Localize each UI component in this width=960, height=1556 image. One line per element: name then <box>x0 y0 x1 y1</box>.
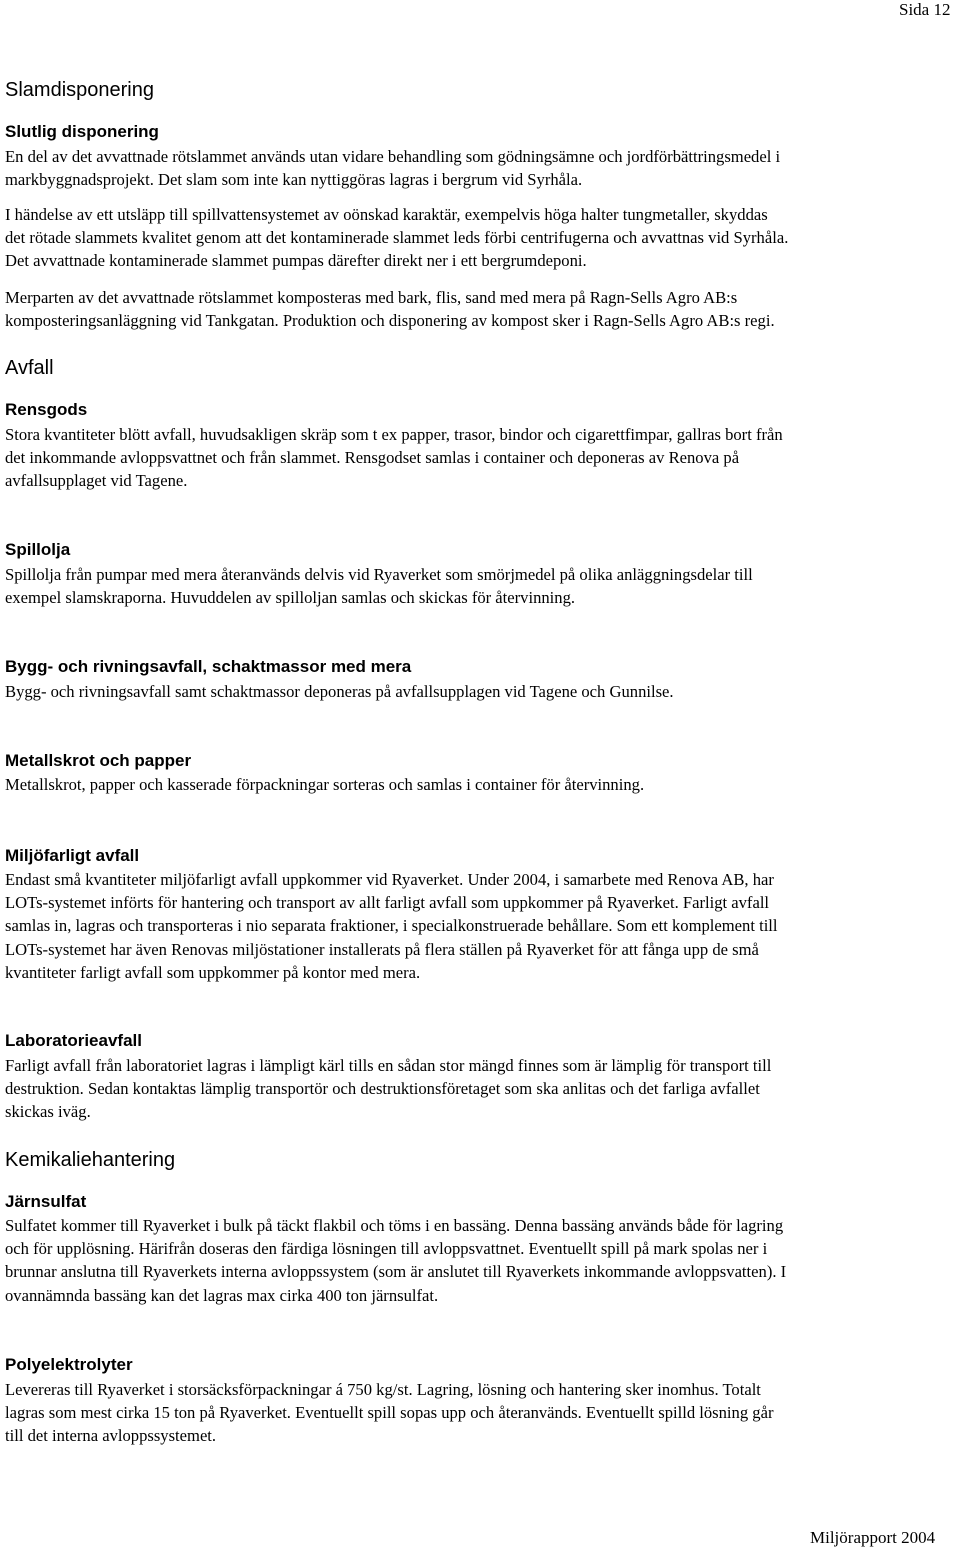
paragraph-jarnsulfat: Sulfatet kommer till Ryaverket i bulk på täckt flakbil och töms i en bassäng. Denna bassäng används både för lagring och för upplösning. Härifrån doseras den färdiga lösningen till avloppsvattnet. Eventuellt spill på mark spolas ner i brunnar anslutna till Ryaverkets interna avloppssystem (som är anslutet till Ryaverkets inkommande avloppsvatten). I ovannämnda bassäng kan det lagras max cirka 400 ton järnsulfat. <box>5 1216 787 1305</box>
paragraph-spillolja: Spillolja från pumpar med mera återanvänds delvis vid Ryaverket som smörjmedel på olika anläggningsdelar till exempel slamskraporna. Huvuddelen av spilloljan samlas och skickas för återvinning. <box>5 565 753 608</box>
section-title-avfall: Avfall <box>5 357 54 379</box>
paragraph-slutlig-3: Merparten av det avvattnade rötslammet komposteras med bark, flis, sand med mera på Ragn-Sells Agro AB:s komposteringsanläggning vid Tankgatan. Produktion och disponering av kompost sker i Ragn-Sells Agro AB:s regi. <box>5 288 775 331</box>
paragraph-slutlig-2: I händelse av ett utsläpp till spillvattensystemet av oönskad karaktär, exempelvis höga halter tungmetaller, skyddas det rötade slammets kvalitet genom att det kontaminerade slammet leds förbi centrifugerna och avvattnas vid Syrhåla. Det avvattnade kontaminerade slammet pumpas därefter direkt ner i ett bergrumdeponi. <box>5 205 789 271</box>
heading-laboratorieavfall: Laboratorieavfall <box>5 1031 142 1050</box>
footer-label: Miljörapport 2004 <box>810 1528 936 1547</box>
section-title-slamdisponering: Slamdisponering <box>5 79 154 101</box>
section-title-kemikaliehantering: Kemikaliehantering <box>5 1149 176 1171</box>
paragraph-rensgods: Stora kvantiteter blött avfall, huvudsakligen skräp som t ex papper, trasor, bindor och cigarettfimpar, gallras bort från det inkommande avloppsvattnet och från slammet. Rensgodset samlas i container och deponeras av Renova på avfallsupplaget vid Tagene. <box>5 425 783 491</box>
paragraph-metallskrot: Metallskrot, papper och kasserade förpackningar sorteras och samlas i container för återvinning. <box>5 775 645 794</box>
heading-jarnsulfat: Järnsulfat <box>5 1192 87 1211</box>
heading-miljofarligt-avfall: Miljöfarligt avfall <box>5 846 140 865</box>
heading-bygg-rivningsavfall: Bygg- och rivningsavfall, schaktmassor med mera <box>5 657 412 676</box>
heading-metallskrot: Metallskrot och papper <box>5 751 192 770</box>
paragraph-laboratorieavfall: Farligt avfall från laboratoriet lagras i lämpligt kärl tills en sådan stor mängd finnes som är lämplig för transport till destruktion. Sedan kontaktas lämplig transportör och destruktionsföretaget som ska anlitas och det farliga avfallet skickas iväg. <box>5 1056 772 1122</box>
paragraph-bygg-rivningsavfall: Bygg- och rivningsavfall samt schaktmassor deponeras på avfallsupplagen vid Tagene och Gunnilse. <box>5 682 674 701</box>
page-number: Sida 12 <box>899 0 951 19</box>
heading-spillolja: Spillolja <box>5 540 71 559</box>
heading-polyelektrolyter: Polyelektrolyter <box>5 1355 133 1374</box>
paragraph-polyelektrolyter: Levereras till Ryaverket i storsäcksförpackningar á 750 kg/st. Lagring, lösning och hantering sker inomhus. Totalt lagras som mest cirka 15 ton på Ryaverket. Eventuellt spill sopas upp och återanvänds. Eventuellt spilld lösning går till det interna avloppssystemet. <box>5 1380 774 1446</box>
paragraph-slutlig-1: En del av det avvattnade rötslammet används utan vidare behandling som gödningsämne och jordförbättringsmedel i markbyggnadsprojekt. Det slam som inte kan nyttiggöras lagras i bergrum vid Syrhåla. <box>5 147 781 190</box>
paragraph-miljofarligt-avfall: Endast små kvantiteter miljöfarligt avfall uppkommer vid Ryaverket. Under 2004, i samarbete med Renova AB, har LOTs-systemet införts för hantering och transport av allt farligt avfall som uppkommer på Ryaverket. Farligt avfall samlas in, lagras och transporteras i nio separata fraktioner, i specialkonstruerade behållare. Som ett komplement till LOTs-systemet har även Renovas miljöstationer installerats på flera ställen på Ryaverket för att fånga upp de små kvantiteter farligt avfall som uppkommer på kontor med mera. <box>5 870 778 982</box>
heading-rensgods: Rensgods <box>5 400 88 419</box>
heading-slutlig-disponering: Slutlig disponering <box>5 122 159 141</box>
